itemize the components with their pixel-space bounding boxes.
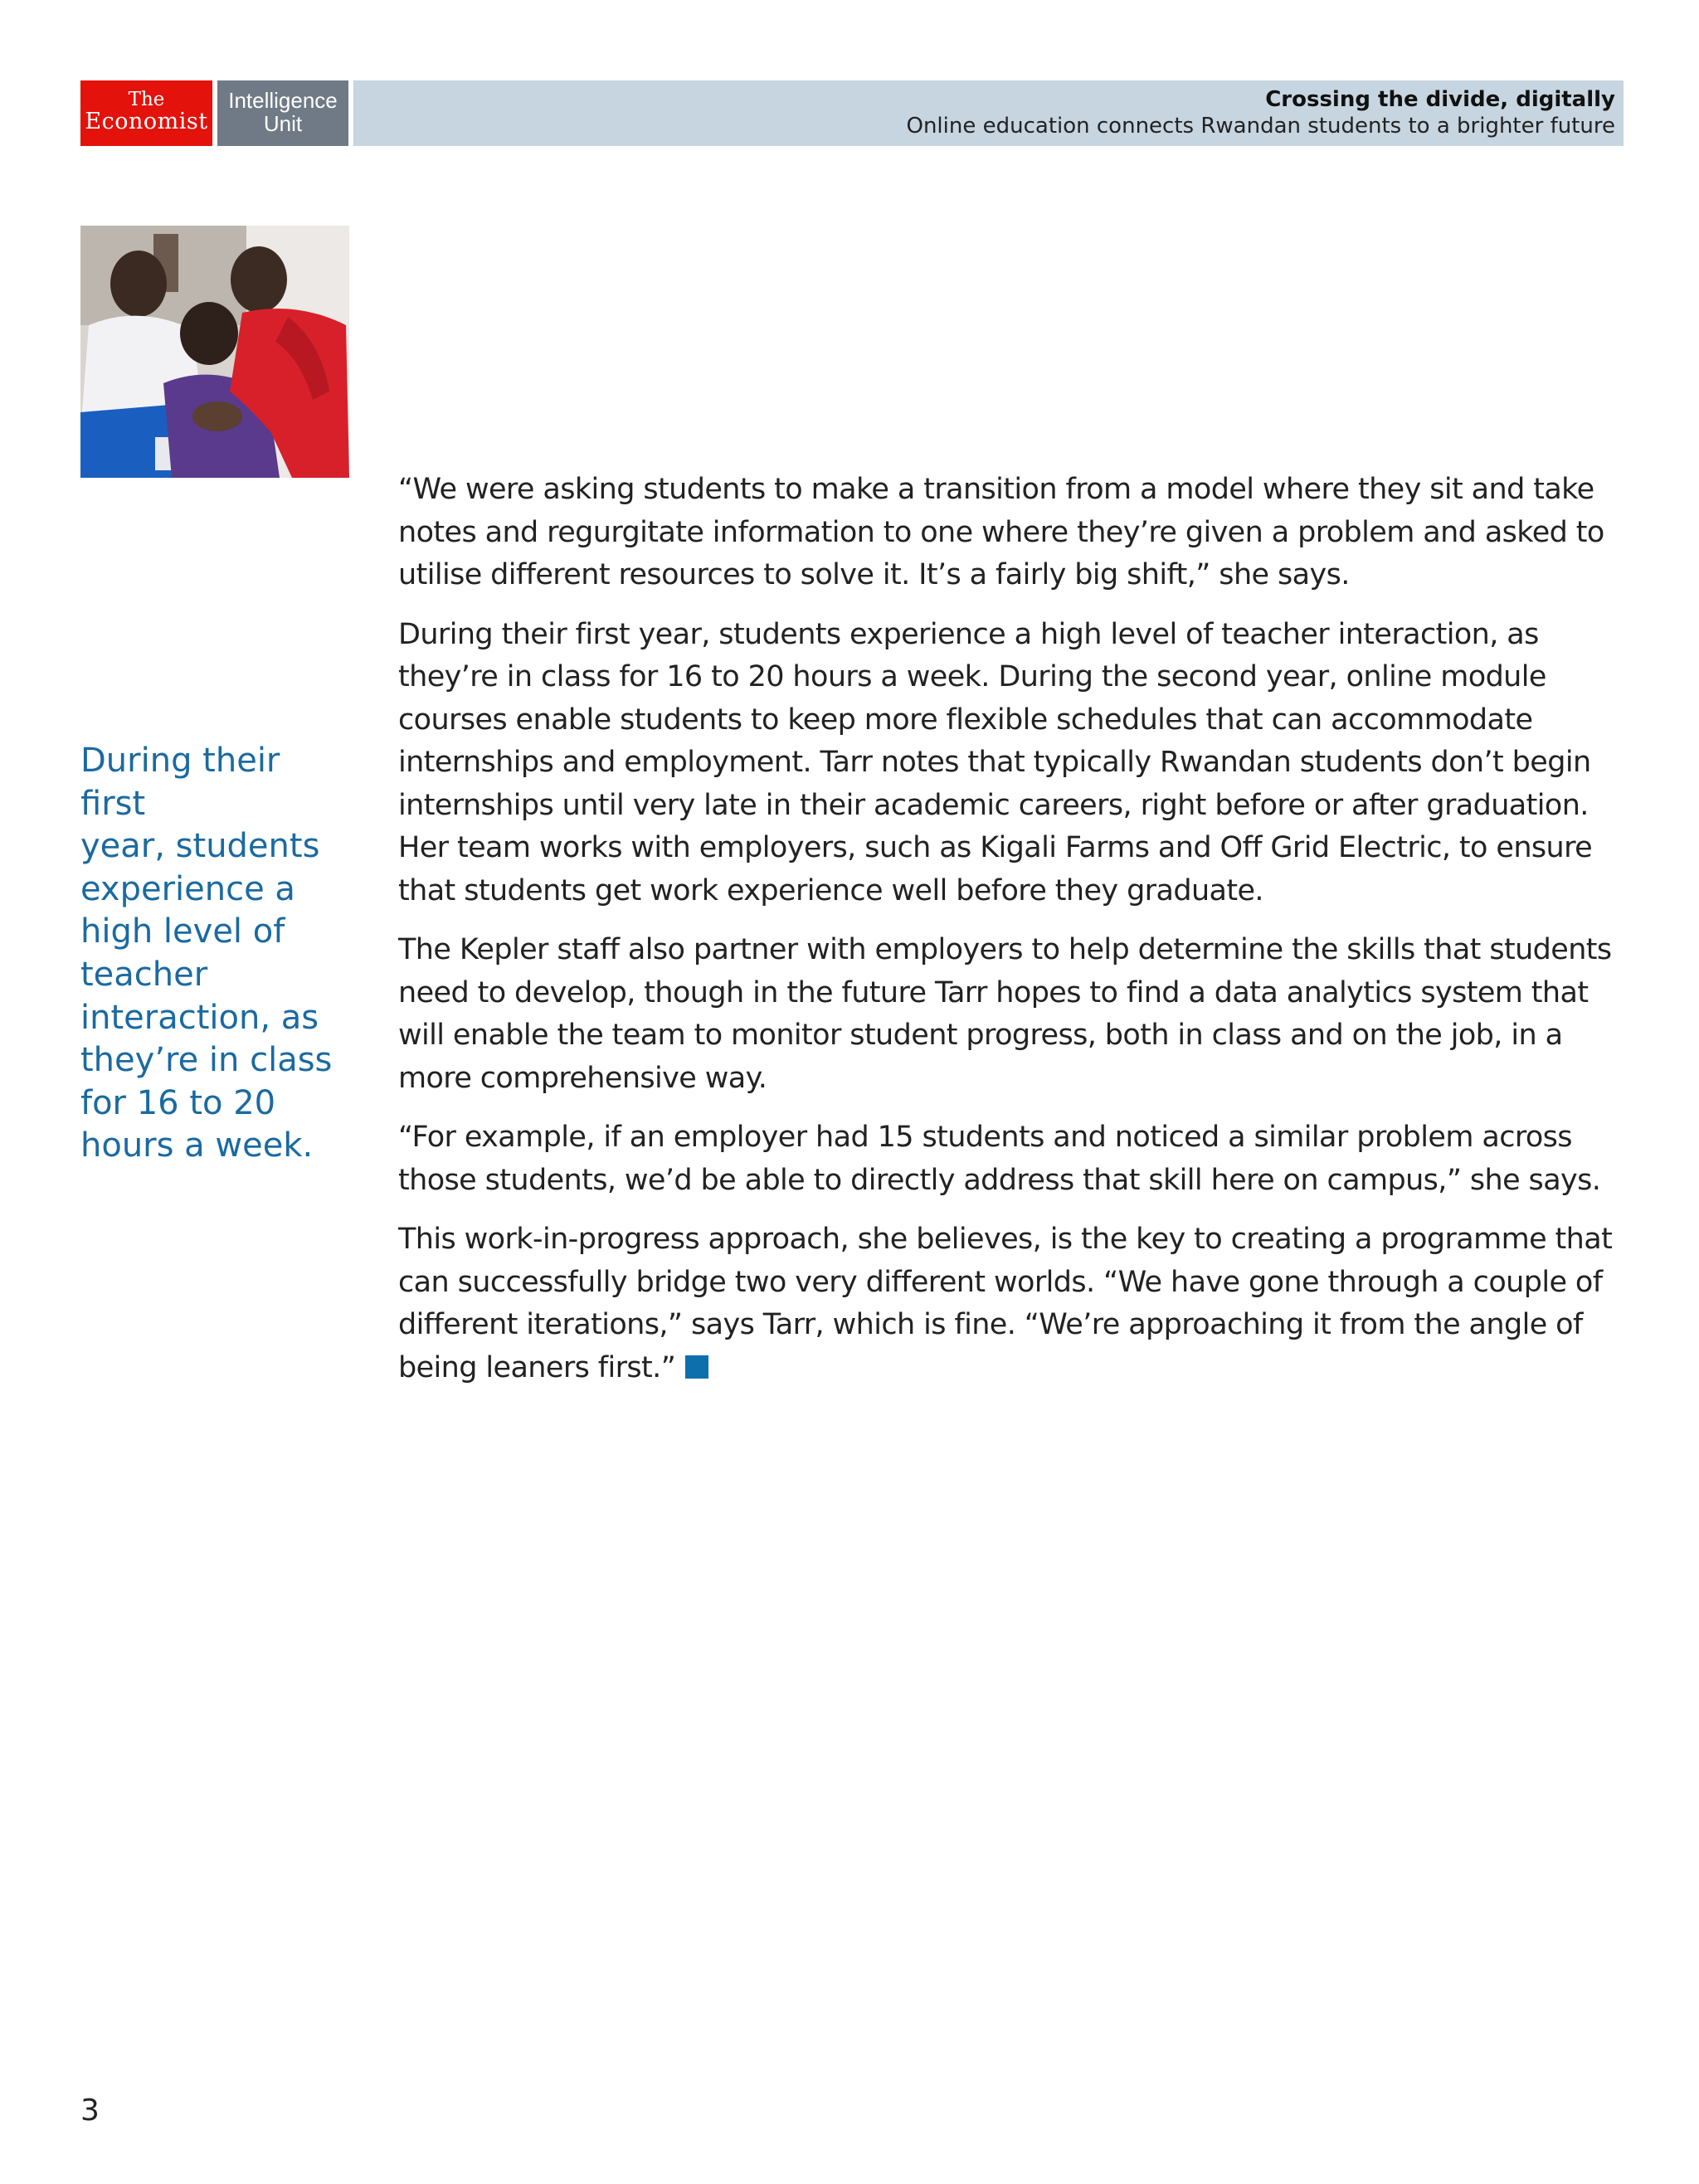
body-paragraph-final [398,1218,1624,1389]
logo-economist-text: Economist [85,109,208,134]
pull-quote-line: year, students [80,827,320,866]
page-header [80,80,1624,146]
body-paragraph: During their first year, students experience a high level of teacher interaction, as they’re in class for 16 to 20 hours a week. During the second year, online module courses enable students to keep more flexible schedules that can accommodate internships and employment. Tarr notes that typically Rwandan students don’t begin internships until very late in their academic careers, right before or after graduation. Her team works with employers, such as Kigali Farms and Off Grid Electric, to ensure that students get work experience well before they graduate. [398,617,1593,907]
economist-logo [80,80,212,146]
logo-the-text: The [128,89,165,110]
page-number: 3 [80,2094,100,2128]
article-body [398,469,1624,1406]
pull-quote-line: experience a [80,869,295,908]
report-title: Crossing the divide, digitally [1265,87,1615,112]
logo-intelligence-text: Intelligence [228,88,338,113]
pull-quote-line: for 16 to 20 [80,1083,276,1122]
students-photo [80,226,349,478]
pull-quote-line: high level of [80,912,285,951]
pull-quote [80,740,354,1168]
pull-quote-line: hours a week. [80,1126,314,1165]
pull-quote-line: they’re in class [80,1041,333,1080]
report-subtitle: Online education connects Rwandan students to a brighter future [906,114,1615,139]
header-banner [353,80,1624,146]
intelligence-unit-logo [217,80,348,146]
logo-unit-text: Unit [263,111,303,136]
pull-quote-line: During their first [80,742,280,823]
body-paragraph: The Kepler staff also partner with employers to help determine the skills that students need to develop, though in the future Tarr hopes to find a data analytics system that will enable the team to monitor student progress, both in class and on the job, in a more comprehensive way. [398,933,1612,1095]
body-paragraph: “We were asking students to make a transition from a model where they sit and take notes and regurgitate information to one where they’re given a problem and asked to utilise different resources to solve it. It’s a fairly big shift,” she says. [398,473,1604,591]
pull-quote-line: interaction, as [80,998,319,1037]
final-paragraph-text: This work-in-progress approach, she believes, is the key to creating a programme that can successfully bridge two very different worlds. “We have gone through a couple of different iterations,” says Tarr, which is fine. “We’re approaching it from the angle of being leaners first.” [398,1223,1613,1384]
body-paragraph: “For example, if an employer had 15 students and noticed a similar problem across those students, we’d be able to directly address that skill here on campus,” she says. [398,1121,1601,1197]
pull-quote-line: teacher [80,955,208,994]
end-of-article-square-icon [685,1355,708,1379]
